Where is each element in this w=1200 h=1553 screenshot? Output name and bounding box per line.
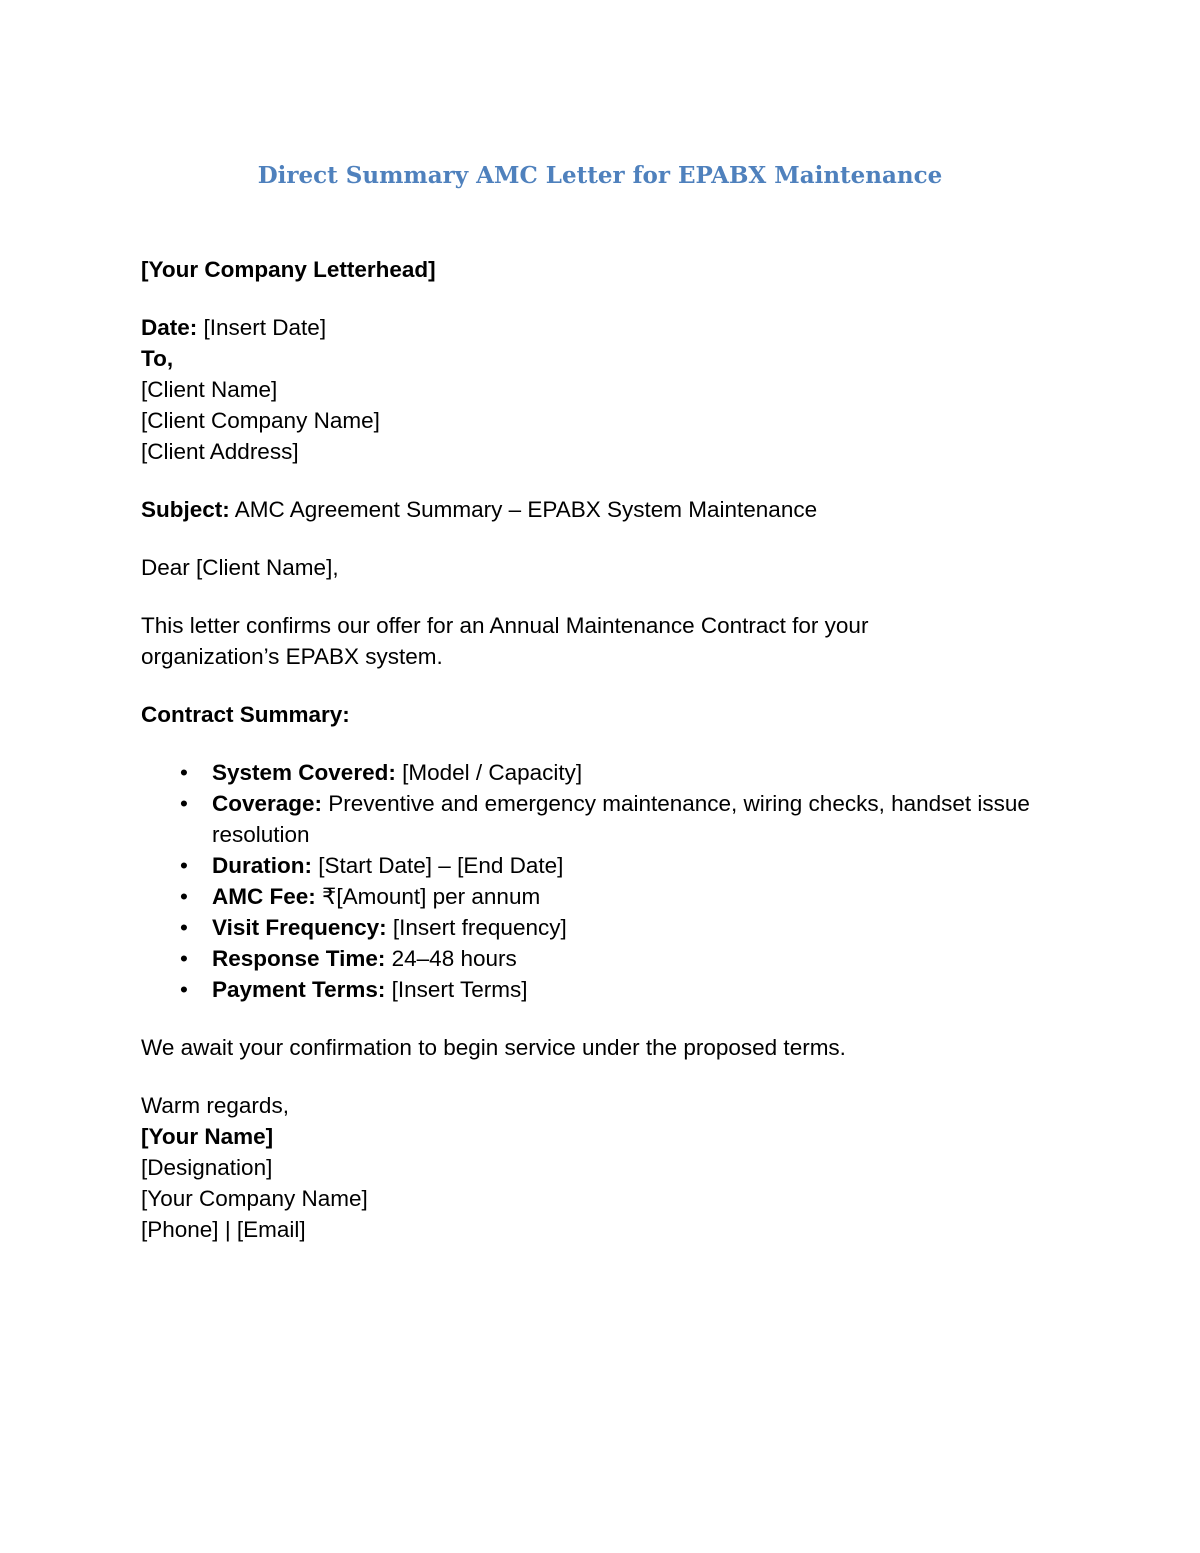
sender-contact: [Phone] | [Email]	[141, 1217, 306, 1242]
regards: Warm regards,	[141, 1093, 289, 1118]
date-line	[141, 312, 1071, 343]
date-label: Date:	[141, 315, 198, 340]
closing-line: We await your confirmation to begin service under the proposed terms.	[141, 1035, 846, 1060]
list-item: • Coverage: Preventive and emergency maintenance, wiring checks, handset issue resolution	[141, 788, 1071, 850]
intro-line-2: organization’s EPABX system.	[141, 644, 443, 669]
sender-company: [Your Company Name]	[141, 1186, 368, 1211]
client-company-name: [Client Company Name]	[141, 408, 380, 433]
intro-line-1: This letter confirms our offer for an Annual Maintenance Contract for your	[141, 613, 869, 638]
letterhead-placeholder: [Your Company Letterhead]	[141, 257, 436, 282]
list-item: • Duration: [Start Date] – [End Date]	[141, 850, 1071, 881]
salutation: Dear [Client Name],	[141, 555, 339, 580]
subject-value: AMC Agreement Summary – EPABX System Maintenance	[229, 497, 818, 522]
client-name: [Client Name]	[141, 377, 278, 402]
bullet-icon: •	[180, 915, 188, 940]
contract-summary-heading: Contract Summary:	[141, 702, 350, 727]
subject-line	[141, 494, 1071, 525]
to-label: To,	[141, 346, 174, 371]
sender-name: [Your Name]	[141, 1124, 274, 1149]
bullet-icon: •	[180, 946, 188, 971]
bullet-icon: •	[180, 791, 188, 816]
bullet-icon: •	[180, 760, 188, 785]
bullet-icon: •	[180, 977, 188, 1002]
subject-label: Subject:	[141, 497, 230, 522]
date-value: [Insert Date]	[197, 315, 327, 340]
letter-body	[141, 254, 1071, 1245]
sender-designation: [Designation]	[141, 1155, 273, 1180]
list-item: • AMC Fee: ₹[Amount] per annum	[141, 881, 1071, 912]
list-item: • System Covered: [Model / Capacity]	[141, 757, 1071, 788]
contract-summary-list	[141, 757, 1071, 1005]
document-title: Direct Summary AMC Letter for EPABX Maintenance	[257, 162, 943, 189]
bullet-icon: •	[180, 853, 188, 878]
list-item: • Response Time: 24–48 hours	[141, 943, 1071, 974]
client-address: [Client Address]	[141, 439, 299, 464]
list-item: • Payment Terms: [Insert Terms]	[141, 974, 1071, 1005]
bullet-icon: •	[180, 884, 188, 909]
list-item: • Visit Frequency: [Insert frequency]	[141, 912, 1071, 943]
